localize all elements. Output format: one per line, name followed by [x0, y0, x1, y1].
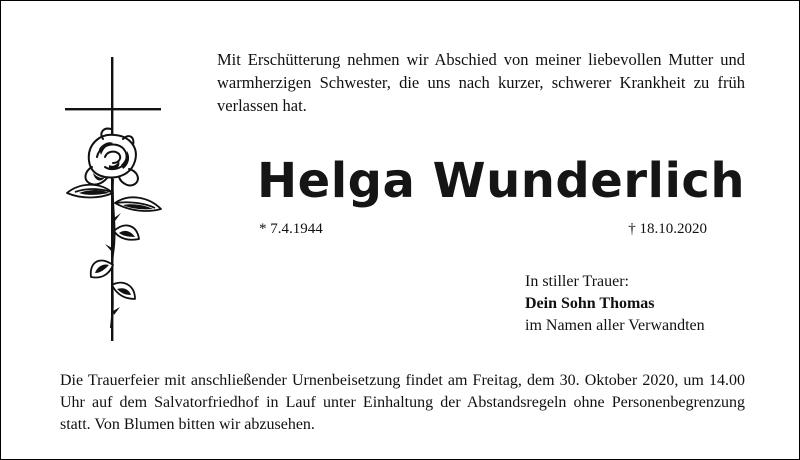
mourners-signature: Dein Sohn Thomas — [525, 295, 655, 312]
mourners-block — [525, 271, 705, 337]
service-details: Die Trauerfeier mit anschließender Urnenbeisetzung findet am Freitag, dem 30. Oktober 2020, um 14.00 Uhr auf dem Salvatorfriedhof in Lauf unter Einhaltung der Abstandsregeln ohne Personenbegrenzung statt. Von Blumen bitten wir abzusehen. — [60, 372, 745, 433]
cross-with-rose-icon — [59, 53, 169, 343]
life-dates — [259, 219, 707, 239]
deceased-name: Helga Wunderlich — [257, 153, 746, 209]
birth-date: * 7.4.1944 — [259, 221, 323, 237]
intro-text: Mit Erschütterung nehmen wir Abschied von meiner liebevollen Mutter und warmherzigen Schwester, die uns nach kurzer, schwerer Krankheit zu früh verlassen hat. — [217, 50, 745, 115]
mourners-intro: In stiller Trauer: — [525, 273, 629, 290]
leaf-shading — [79, 190, 153, 295]
mourners-relatives: im Namen aller Verwandten — [525, 317, 705, 334]
death-date: † 18.10.2020 — [628, 221, 707, 237]
cross-horizontal-beam — [65, 108, 161, 110]
rose-bloom — [85, 129, 137, 186]
